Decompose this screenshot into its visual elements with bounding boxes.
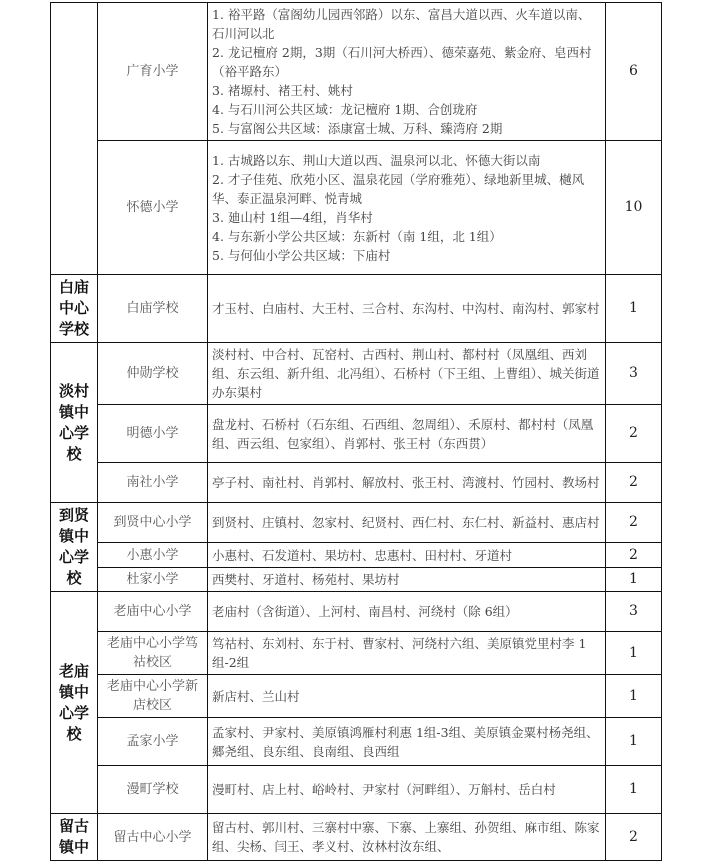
area-line: 盘龙村、石桥村（石东组、石西组、忽周组）、禾原村、都村村（凤凰组、西云组、包家组）、肖郭村、张王村（东西贯）	[212, 416, 594, 451]
class-count: 1	[606, 718, 662, 766]
area-cell	[208, 503, 606, 543]
class-count: 2	[606, 814, 662, 861]
area-cell	[208, 632, 606, 675]
district-cell	[51, 3, 98, 275]
school-district-table	[50, 2, 662, 861]
school-name: 老庙中心小学新店校区	[98, 675, 208, 718]
class-count: 10	[606, 141, 662, 275]
district-name: 白庙中心学校	[51, 275, 98, 343]
table-row	[51, 543, 662, 567]
area-cell	[208, 592, 606, 632]
school-name: 小惠小学	[98, 543, 208, 567]
school-name: 仲勋学校	[98, 343, 208, 405]
class-count: 2	[606, 463, 662, 503]
school-name: 白庙学校	[98, 275, 208, 343]
table-row	[51, 463, 662, 503]
area-cell	[208, 343, 606, 405]
area-line: 留古村、郭川村、三寨村中寨、下寨、上寨组、孙贺组、麻市组、陈家组、尖杨、闫王、孝义村、汝林村汝东组、	[212, 820, 600, 854]
table-row	[51, 503, 662, 543]
table-row	[51, 405, 662, 463]
area-cell	[208, 675, 606, 718]
area-line: 小惠村、石发道村、果坊村、忠惠村、田村村、牙道村	[212, 547, 513, 563]
area-line: 才玉村、白庙村、大王村、三合村、东沟村、中沟村、南沟村、郭家村	[212, 301, 600, 316]
area-line: 3. 廸山村 1组—4组，肖华村	[212, 209, 373, 225]
area-line: 5. 与富阁公共区域：添康富士城、万科、臻湾府 2期	[212, 121, 503, 136]
area-cell	[208, 141, 606, 275]
area-line: 2. 龙记檀府 2期，3期（石川河大桥西）、德荣嘉苑、紫金府、皂西村（裕平路东）	[212, 45, 592, 79]
table-row	[51, 814, 662, 861]
area-line: 新店村、兰山村	[212, 688, 300, 704]
district-name: 淡村镇中心学校	[51, 343, 98, 503]
table-row	[51, 675, 662, 718]
table-row	[51, 718, 662, 766]
area-cell	[208, 463, 606, 503]
table-row	[51, 3, 662, 141]
area-line: 到贤村、庄镇村、忽家村、纪贤村、西仁村、东仁村、新益村、惠店村	[212, 515, 600, 531]
area-cell	[208, 567, 606, 591]
area-cell	[208, 814, 606, 861]
area-cell	[208, 3, 606, 141]
class-count: 2	[606, 543, 662, 567]
school-name: 孟家小学	[98, 718, 208, 766]
area-cell	[208, 718, 606, 766]
class-count: 1	[606, 567, 662, 591]
area-line: 漫町村、店上村、峪岭村、尹家村（河畔组）、万斛村、岳白村	[212, 782, 556, 797]
class-count: 2	[606, 405, 662, 463]
area-cell	[208, 766, 606, 814]
school-name: 留古中心小学	[98, 814, 208, 861]
table-row	[51, 632, 662, 675]
school-name: 明德小学	[98, 405, 208, 463]
area-line: 1. 裕平路（富阁幼儿园西邻路）以东、富昌大道以西、火车道以南、石川河以北	[212, 7, 591, 41]
area-line: 4. 与东新小学公共区域：东新村（南 1组，北 1组）	[212, 228, 502, 244]
class-count: 6	[606, 3, 662, 141]
area-line: 亭子村、南社村、肖郭村、解放村、张王村、湾渡村、竹园村、教场村	[212, 475, 600, 490]
school-name: 怀德小学	[98, 141, 208, 275]
area-cell	[208, 405, 606, 463]
area-line: 3. 褚塬村、褚王村、姚村	[212, 83, 353, 98]
school-name: 到贤中心小学	[98, 503, 208, 543]
area-line: 西樊村、牙道村、杨苑村、果坊村	[212, 571, 400, 587]
area-line: 孟家村、尹家村、美原镇鸿雁村利惠 1组-3组、美原镇金粟村杨尧组、郷尧组、良东组、良南组、良西组	[212, 724, 599, 759]
table-row	[51, 275, 662, 343]
area-cell	[208, 543, 606, 567]
class-count: 3	[606, 592, 662, 632]
area-line: 2. 才子佳苑、欣苑小区、温泉花园（学府雅苑）、绿地新里城、樾风华、泰正温泉河畔、悦青城	[212, 171, 585, 206]
area-line: 淡村村、中合村、瓦窑村、古西村、荆山村、都村村（凤凰组、西刘组、东云组、新升组、北冯组）、石桥村（下王组、上曹组）、城关街道办东渠村	[212, 347, 600, 400]
table-row	[51, 343, 662, 405]
table-row	[51, 766, 662, 814]
area-line: 1. 古城路以东、荆山大道以西、温泉河以北、怀德大街以南	[212, 152, 541, 168]
district-name: 留古镇中	[51, 814, 98, 861]
class-count: 1	[606, 766, 662, 814]
district-name: 老庙镇中心学校	[51, 592, 98, 814]
class-count: 2	[606, 503, 662, 543]
table-row	[51, 141, 662, 275]
school-name: 老庙中心小学	[98, 592, 208, 632]
school-name: 广育小学	[98, 3, 208, 141]
area-cell	[208, 275, 606, 343]
school-name: 南社小学	[98, 463, 208, 503]
class-count: 1	[606, 632, 662, 675]
area-line: 4. 与石川河公共区域：龙记檀府 1期、合创珑府	[212, 102, 478, 117]
table-row	[51, 592, 662, 632]
class-count: 3	[606, 343, 662, 405]
district-name: 到贤镇中心学校	[51, 503, 98, 592]
school-name: 漫町学校	[98, 766, 208, 814]
table-row	[51, 567, 662, 591]
area-line: 5. 与何仙小学公共区域：下庙村	[212, 247, 391, 263]
class-count: 1	[606, 675, 662, 718]
school-name: 老庙中心小学笃祜校区	[98, 632, 208, 675]
area-line: 笃祜村、东刘村、东于村、曹家村、河绕村六组、美原镇党里村李 1组-2组	[212, 636, 587, 670]
area-line: 老庙村（含街道）、上河村、南昌村、河绕村（除 6组）	[212, 604, 518, 619]
school-name: 杜家小学	[98, 567, 208, 591]
class-count: 1	[606, 275, 662, 343]
